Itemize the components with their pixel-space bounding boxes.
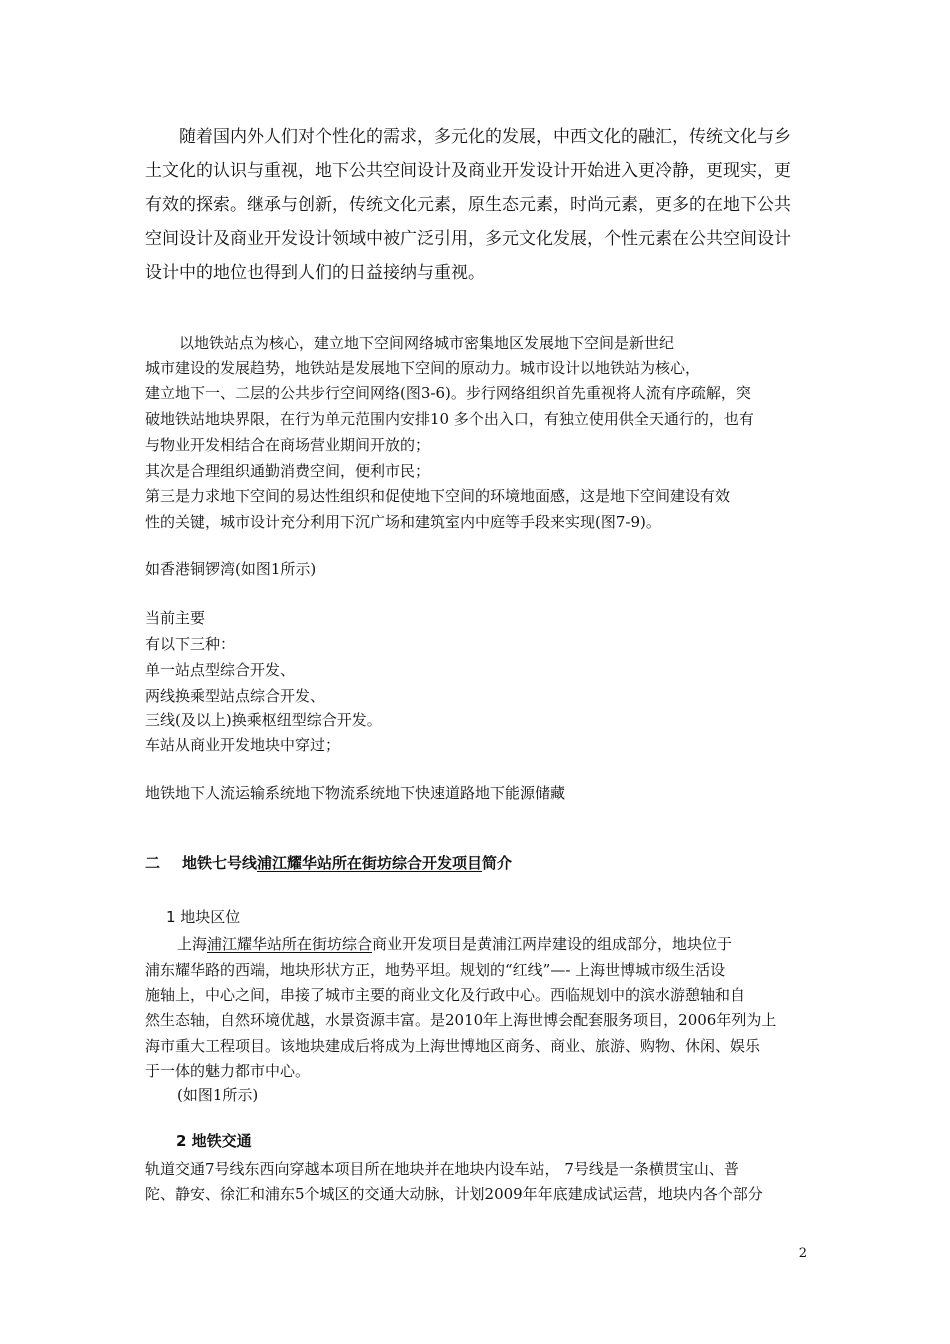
text-fragment: 上海 (177, 935, 208, 953)
page-number: 2 (798, 1246, 807, 1261)
text-line: 性的关键，城市设计充分利用下沉广场和建筑室内中庭等手段来实现(图7-9)。 (145, 513, 661, 531)
text-line (177, 932, 732, 956)
text-line: 海市重大工程项目。该地块建成后将成为上海世博地区商务、商业、旅游、购物、休闲、娱乐 (145, 1037, 761, 1055)
section-title-underlined: 浦江耀华站所在街坊综合开发项目 (257, 854, 483, 872)
text-line: 然生态轴，自然环境优越，水景资源丰富。是2010年上海世博会配套服务项目，2006年列为上 (145, 1011, 777, 1029)
text-line: 以地铁站点为核心，建立地下空间网络城市密集地区发展地下空间是新世纪 (179, 334, 675, 352)
text-line: 轨道交通7号线东西向穿越本项目所在地块并在地块内设车站， 7号线是一条横贯宝山、普 (145, 1160, 739, 1178)
text-line: 与物业开发相结合在商场营业期间开放的； (145, 436, 431, 454)
section-title-prefix: 地铁七号线 (182, 854, 258, 872)
text-line: 其次是合理组织通勤消费空间，便利市民； (145, 462, 431, 480)
text-line: 第三是力求地下空间的易达性组织和促使地下空间的环境地面感，这是地下空间建设有效 (145, 487, 731, 505)
list-item: 三线(及以上)换乘枢纽型综合开发。 (145, 711, 382, 729)
text-fragment: 商业开发项目是黄浦江两岸建设的组成部分，地块位于 (372, 935, 733, 953)
text-line: 施轴上，中心之间，串接了城市主要的商业文化及行政中心。西临规划中的滨水游憩轴和自 (145, 986, 746, 1004)
list-item: 单一站点型综合开发、 (145, 661, 296, 679)
list-item: 有以下三种： (145, 635, 236, 653)
text-line: 浦东耀华路的西端，地块形状方正，地势平坦。规划的“红线”—- 上海世博城市级生活设 (145, 961, 726, 979)
section-heading (145, 852, 512, 873)
figure-note: (如图1所示) (177, 1086, 259, 1104)
list-item: 当前主要 (145, 609, 206, 627)
text-line: 破地铁站地块界限，在行为单元范围内安排10 多个出入口，有独立使用供全天通行的，也有 (145, 410, 754, 428)
intro-paragraph: 随着国内外人们对个性化的需求，多元化的发展，中西文化的融汇，传统文化与乡土文化的认识与重视，地下公共空间设计及商业开发设计开始进入更冷静，更现实，更有效的探索。继承与创新，传统文化元素，原生态元素，时尚元素，更多的在地下公共空间设计及商业开发设计领域中被广泛引用，多元文化发展，个性元素在公共空间设计设计中的地位也得到人们的日益接纳与重视。 (145, 127, 791, 283)
underground-systems-line: 地铁地下人流运输系统地下物流系统地下快速道路地下能源储藏 (145, 784, 566, 802)
section-number: 二 (145, 854, 161, 872)
subsection-heading-location: 1 地块区位 (166, 908, 241, 926)
list-item: 车站从商业开发地块中穿过； (145, 736, 341, 754)
list-item: 两线换乘型站点综合开发、 (145, 687, 326, 705)
subsection-heading-metro: 2 地铁交通 (176, 1132, 252, 1150)
underlined-text: 浦江耀华站所在街坊综合 (207, 935, 373, 953)
text-line: 建立地下一、二层的公共步行空间网络(图3-6)。步行网络组织首先重视将人流有序疏解，突 (145, 384, 751, 402)
text-line: 于一体的魅力都市中心。 (145, 1062, 311, 1080)
hk-example-note: 如香港铜锣湾(如图1所示) (145, 560, 317, 578)
text-line: 城市建设的发展趋势，地铁站是发展地下空间的原动力。城市设计以地铁站为核心， (145, 359, 701, 377)
text-line: 陀、静安、徐汇和浦东5个城区的交通大动脉，计划2009年年底建成试运营，地块内各个部分 (145, 1185, 763, 1203)
section-title-suffix: 简介 (482, 854, 513, 872)
